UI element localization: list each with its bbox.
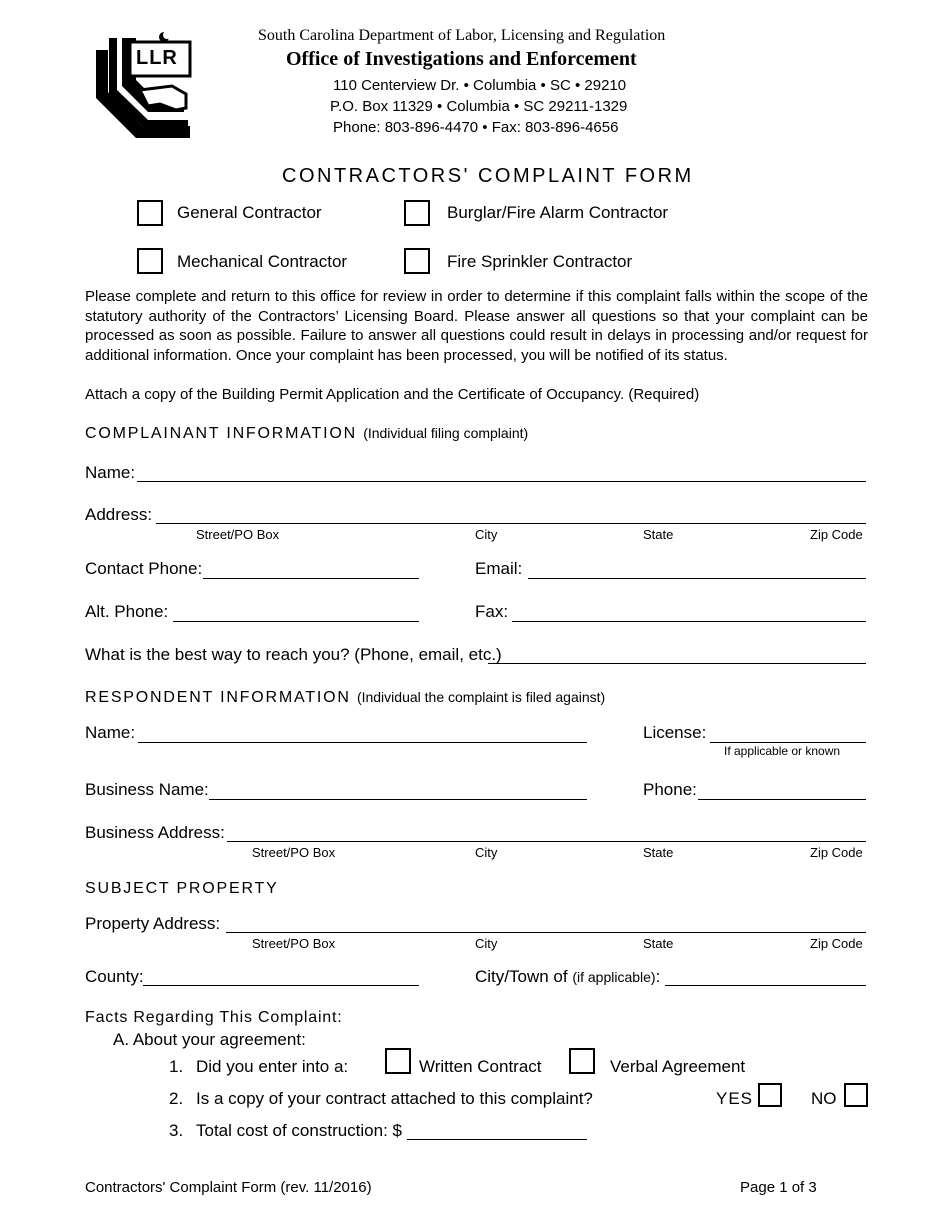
logo-text: LLR	[136, 47, 178, 69]
question-3-text: Total cost of construction: $	[196, 1121, 402, 1140]
business-address-sublabel-state: State	[643, 845, 674, 860]
license-note: If applicable or known	[724, 744, 841, 758]
respondent-heading-note: (Individual the complaint is filed against)	[356, 689, 606, 705]
fire-sprinkler-label: Fire Sprinkler Contractor	[447, 252, 633, 271]
business-address-sublabel-street: Street/PO Box	[252, 845, 336, 860]
agreement-section-label: A. About your agreement:	[113, 1030, 306, 1049]
subject-property-heading: SUBJECT PROPERTY	[85, 880, 279, 897]
license-field[interactable]	[710, 742, 866, 743]
property-address-sublabel-state: State	[643, 936, 674, 951]
burglar-fire-alarm-label: Burglar/Fire Alarm Contractor	[447, 203, 669, 222]
county-field[interactable]	[143, 985, 419, 986]
facts-heading: Facts Regarding This Complaint:	[85, 1009, 343, 1026]
mechanical-contractor-checkbox[interactable]	[137, 248, 163, 274]
contract-attached-yes-checkbox[interactable]	[758, 1083, 782, 1107]
respondent-phone-label: Phone:	[643, 780, 697, 799]
alt-phone-field[interactable]	[173, 621, 419, 622]
property-address-field[interactable]	[226, 932, 866, 933]
address-sublabel-zip: Zip Code	[810, 527, 863, 542]
attachment-note: Attach a copy of the Building Permit Application and the Certificate of Occupancy. (Required)	[85, 386, 700, 403]
question-2-text: Is a copy of your contract attached to this complaint?	[196, 1089, 593, 1108]
property-address-label: Property Address:	[85, 914, 221, 933]
llr-logo	[92, 28, 202, 146]
business-address-sublabel-city: City	[475, 845, 498, 860]
complainant-heading-note: (Individual filing complaint)	[363, 425, 529, 441]
property-address-sublabel-zip: Zip Code	[810, 936, 863, 951]
question-1-text: Did you enter into a:	[196, 1057, 349, 1076]
complainant-address-label: Address:	[85, 505, 153, 524]
address-sublabel-city: City	[475, 527, 498, 542]
respondent-phone-field[interactable]	[698, 799, 866, 800]
question-1-number: 1.	[169, 1057, 184, 1076]
footer-page-number: Page 1 of 3	[740, 1179, 817, 1196]
mechanical-contractor-label: Mechanical Contractor	[177, 252, 348, 271]
complainant-name-label: Name:	[85, 463, 136, 482]
email-field[interactable]	[528, 578, 866, 579]
address-sublabel-state: State	[643, 527, 674, 542]
email-label: Email:	[475, 559, 523, 578]
contract-attached-no-checkbox[interactable]	[844, 1083, 868, 1107]
complainant-heading	[85, 425, 528, 443]
no-label: NO	[811, 1089, 837, 1108]
general-contractor-label: General Contractor	[177, 203, 322, 222]
fax-label: Fax:	[475, 602, 509, 621]
phone-fax: Phone: 803-896-4470 • Fax: 803-896-4656	[333, 119, 619, 136]
city-town-note: (if applicable)	[572, 969, 656, 985]
po-box-address: P.O. Box 11329 • Columbia • SC 29211-1329	[330, 98, 628, 115]
respondent-name-field[interactable]	[138, 742, 587, 743]
best-contact-method-label: What is the best way to reach you? (Phone, email, etc.)	[85, 645, 502, 664]
city-town-field[interactable]	[665, 985, 866, 986]
yes-label: YES	[716, 1089, 754, 1108]
fax-field[interactable]	[512, 621, 866, 622]
department-name: South Carolina Department of Labor, Licensing and Regulation	[258, 27, 666, 44]
question-2-number: 2.	[169, 1089, 184, 1108]
business-name-label: Business Name:	[85, 780, 209, 799]
property-address-sublabel-city: City	[475, 936, 498, 951]
business-address-sublabel-zip: Zip Code	[810, 845, 863, 860]
city-town-colon: :	[655, 967, 661, 986]
business-address-label: Business Address:	[85, 823, 225, 842]
fire-sprinkler-checkbox[interactable]	[404, 248, 430, 274]
respondent-name-label: Name:	[85, 723, 136, 742]
street-address: 110 Centerview Dr. • Columbia • SC • 29210	[333, 77, 627, 94]
written-contract-label: Written Contract	[419, 1057, 542, 1076]
alt-phone-label: Alt. Phone:	[85, 602, 169, 621]
respondent-heading	[85, 689, 605, 707]
best-contact-method-field[interactable]	[488, 663, 866, 664]
office-name: Office of Investigations and Enforcement	[286, 48, 637, 70]
county-label: County:	[85, 967, 144, 986]
business-name-field[interactable]	[209, 799, 587, 800]
respondent-heading-text: RESPONDENT INFORMATION	[85, 689, 351, 706]
contact-phone-field[interactable]	[203, 578, 419, 579]
license-label: License:	[643, 723, 707, 742]
property-address-sublabel-street: Street/PO Box	[252, 936, 336, 951]
complainant-heading-text: COMPLAINANT INFORMATION	[85, 425, 357, 442]
question-3-number: 3.	[169, 1121, 184, 1140]
total-cost-field[interactable]	[407, 1139, 587, 1140]
verbal-agreement-checkbox[interactable]	[569, 1048, 595, 1074]
llr-logo-graphic	[92, 28, 202, 146]
written-contract-checkbox[interactable]	[385, 1048, 411, 1074]
verbal-agreement-label: Verbal Agreement	[610, 1057, 746, 1076]
instructions-paragraph: Please complete and return to this office for review in order to determine if this complaint falls within the scope of the statutory authority of the Contractors’ Licensing Board. Please answer all questions so that your complaint can be processed as soon as possible. Failure to answer all questions could result in delays in processing and/or request for additional information. Once your complaint has been processed, you will be notified of its status.	[85, 288, 868, 364]
form-title: CONTRACTORS' COMPLAINT FORM	[282, 165, 694, 187]
complainant-name-field[interactable]	[137, 481, 866, 482]
general-contractor-checkbox[interactable]	[137, 200, 163, 226]
contact-phone-label: Contact Phone:	[85, 559, 203, 578]
complainant-address-field[interactable]	[156, 523, 866, 524]
city-town-label-text: City/Town of	[475, 967, 568, 986]
city-town-label	[475, 967, 660, 987]
burglar-fire-alarm-checkbox[interactable]	[404, 200, 430, 226]
footer-form-name: Contractors' Complaint Form (rev. 11/2016)	[85, 1179, 372, 1196]
address-sublabel-street: Street/PO Box	[196, 527, 280, 542]
business-address-field[interactable]	[227, 841, 866, 842]
